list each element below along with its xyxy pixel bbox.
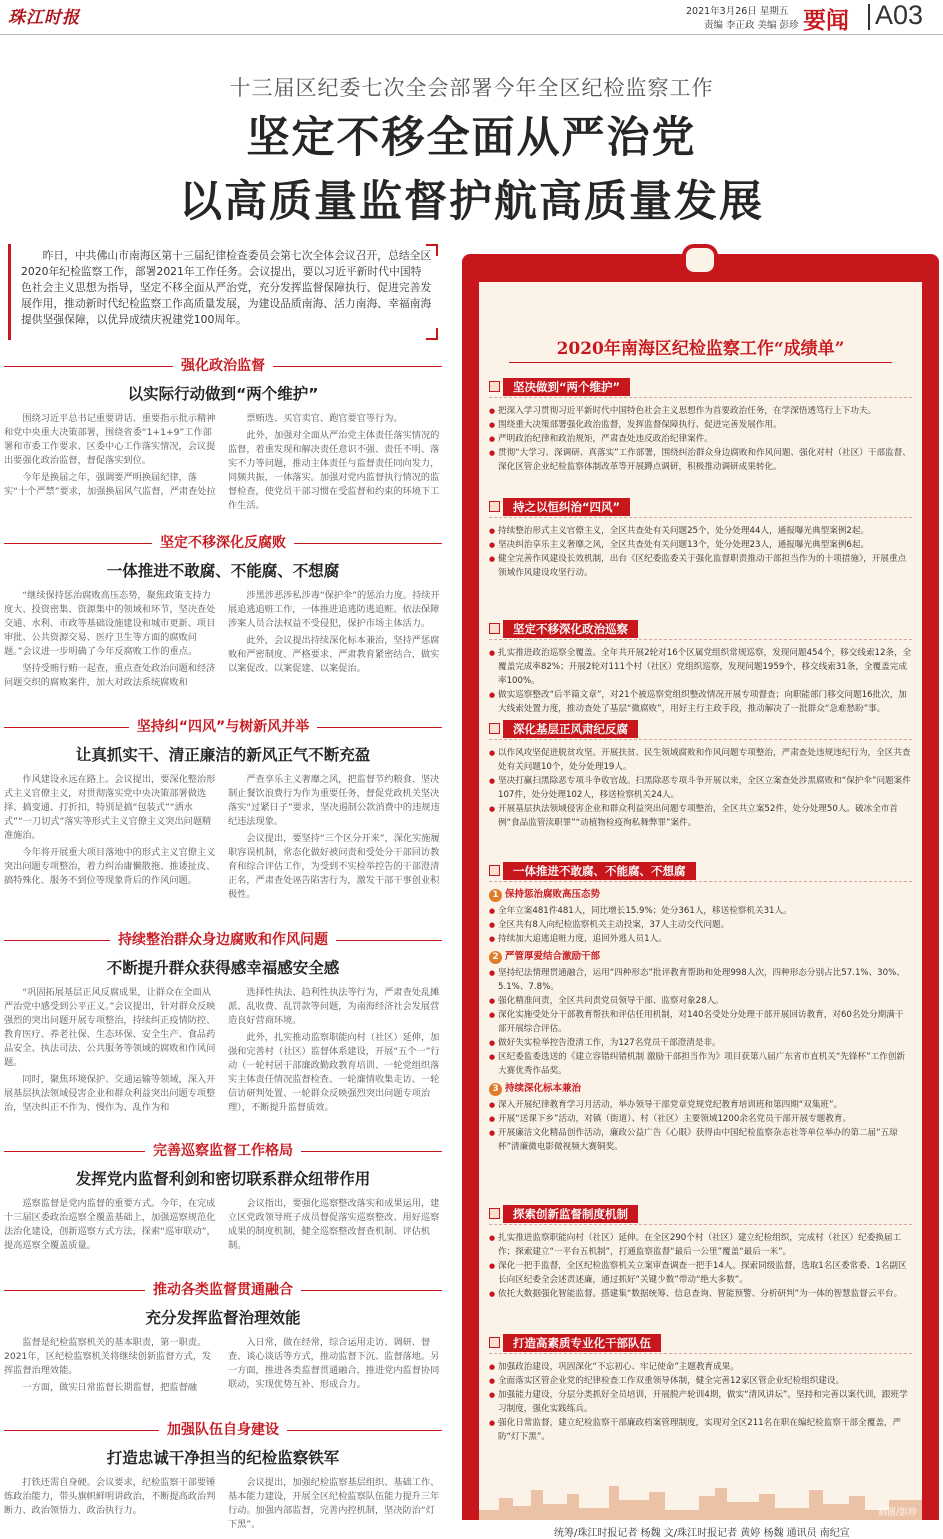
page-number: A03 — [875, 0, 924, 30]
column-left — [4, 1197, 218, 1256]
scorecard-block-title: 持之以恒纠治“四风” — [503, 498, 630, 516]
scorecard-items — [489, 1231, 912, 1301]
scorecard-subheading-text: 严管厚爱结合激励干部 — [505, 951, 601, 962]
section-name: 要闻 — [803, 7, 849, 34]
section-columns — [4, 986, 442, 1118]
section-heading-text: 坚持纠“四风”与树新风并举 — [129, 719, 317, 735]
section-columns — [4, 1197, 442, 1256]
article-section — [4, 1420, 442, 1535]
scorecard-block-title: 打造高素质专业化干部队伍 — [503, 1334, 661, 1352]
number-badge: 3 — [489, 1083, 502, 1096]
divider — [509, 362, 892, 363]
square-bullet-icon — [489, 501, 500, 512]
scorecard-block-header — [489, 1334, 912, 1352]
paragraph: 同时，聚焦环境保护、交通运输等领域，深入开展基层执法领域侵害企业和群众利益突出问题专项整治，坚决纠正不作为、慢作为、乱作为和 — [4, 1074, 216, 1113]
paragraph: 一方面，做实日常监督长期监督，把监督融 — [22, 1382, 197, 1393]
square-bullet-icon — [489, 865, 500, 876]
divider — [489, 739, 912, 740]
article-section — [4, 717, 442, 905]
scorecard-subheading — [489, 950, 912, 964]
paragraph: 坚持受贿行贿一起查，重点查处政治问题和经济问题交织的腐败案件，加大对政法系统腐败和 — [4, 663, 216, 688]
scorecard-subheading-text: 持续深化标本兼治 — [505, 1083, 582, 1094]
headline-line-1: 坚定不移全面从严治党 — [246, 113, 697, 163]
paragraph: 作风建设永远在路上。会议提出，要深化整治形式主义官僚主义，对贯彻落实党中央决策部署做选择、搞变通、打折扣，特别是搞“包装式”“洒水式”“一刀切式”落实等形式主义官僚主义突出问题精准施治。 — [4, 774, 216, 841]
paragraph: 涉黑涉恶涉私涉毒“保护伞”的惩治力度。持续开展追逃追赃工作，一体推进追逃防逃追赃。依法保障涉案人员合法权益不受侵犯，保护市场主体活力。 — [228, 590, 440, 629]
paragraph: 会议提出，要坚持“三个区分开来”，深化实施履职容误机制，常态化做好被问责和受处分干部回访教育和综合评估工作，为受到不实检举控告的干部澄清正名，严肃查处诬告陷害行为，激发干部干事创业积极性。 — [228, 833, 440, 900]
section-subheading: 充分发挥监督治理效能 — [145, 1309, 301, 1327]
scorecard-block-header — [489, 1205, 912, 1223]
scorecard-block — [489, 862, 912, 1154]
divider — [489, 639, 912, 640]
paragraph: 监督是纪检监察机关的基本职责，第一职责。2021年，区纪检监察机关将继续创新监督方式，发挥监督治理效能。 — [4, 1337, 212, 1376]
byline: 统筹/珠江时报记者 杨魏 文/珠江时报记者 黄婷 杨魏 通讯员 南纪宣 — [554, 1528, 850, 1539]
section-subheading: 不断提升群众获得感幸福感安全感 — [106, 959, 340, 977]
column-left — [4, 986, 218, 1118]
lead-text: 昨日，中共佛山市南海区第十三届纪律检查委员会第七次全体会议召开，总结全区2020年纪检监察工作，部署2021年工作任务。会议提出，要以习近平新时代中国特色社会主义思想为指导，坚定不移全面从严治党，充分发挥监督保障执行、促进完善发展作用，推动新时代纪检监察工作高质量发展，为建设品质南海、活力南海、幸福南海提供坚强保障，以优异成绩庆祝建党100周年。 — [21, 249, 432, 326]
paragraph: 选择性执法、趋利性执法等行为，严肃查处乱摊派、乱收费、乱罚款等问题，为南海经济社会发展营造良好营商环境。 — [228, 987, 440, 1026]
scorecard-subheading — [489, 888, 912, 902]
scorecard-block-header — [489, 378, 912, 396]
divider — [868, 4, 870, 30]
scorecard-block-header — [489, 620, 912, 638]
scorecard-item: ● 开展廉洁文化精品创作活动，廉政公益广告《心眼》获得由中国纪检监察杂志社等单位举办的第二届“五琼杯”清廉微电影微视频大赛铜奖。 — [489, 1126, 912, 1154]
divider — [489, 397, 912, 398]
scorecard-item: ● 持续加大追逃追赃力度，追回外逃人员1人。 — [489, 932, 912, 946]
scorecard-items — [489, 524, 912, 580]
column-right — [228, 589, 442, 693]
scorecard-items — [489, 888, 912, 1154]
scorecard-block-header — [489, 862, 912, 880]
decor-corner — [426, 328, 438, 340]
column-right — [228, 773, 442, 905]
section-columns — [4, 1476, 442, 1535]
scorecard-item: ● 开展基层执法领域侵害企业和群众利益突出问题专项整治，全区共立案52件，处分处理50人。破冰全市首例“食品监管渎职罪”“动植物检疫徇私舞弊罪”案件。 — [489, 802, 912, 830]
section-subheading: 发挥党内监督利剑和密切联系群众纽带作用 — [75, 1170, 371, 1188]
paragraph: 此外，加强对全面从严治党主体责任落实情况的监督，着重发现和解决责任意识不强、责任不明、落实不力等问题，推动主体责任与监督责任同向发力，同频共振，一体落实。加强对党内监督执行情况的监督检查，使党员干部习惯在受监督和约束的环境下工作生活。 — [228, 430, 440, 511]
section-heading-text: 推动各类监督贯通融合 — [145, 1282, 301, 1298]
section-heading — [4, 1280, 442, 1300]
scorecard-item: ● 做实巡察整改“后半篇文章”，对21个被巡察党组织整改情况开展专项督查；向职能部门移交问题16批次，加大线索处置力度，推动查处了基层“微腐败”，用好主行主政手段，推动解决了一批群众“急难愁盼”事。 — [489, 688, 912, 716]
article-section — [4, 1280, 442, 1398]
square-bullet-icon — [489, 381, 500, 392]
square-bullet-icon — [489, 723, 500, 734]
paragraph: “继续保持惩治腐败高压态势，聚焦政策支持力度大、投资密集、资源集中的领域和环节，坚决查处交通、水利、市政等基础设施建设和城市更新、项目审批、公共资源交易、医疗卫生等方面的腐败问题。”会议进一步明确了今年反腐败工作的重点。 — [4, 590, 216, 657]
scorecard-item: ● 坚决纠治享乐主义奢靡之风，全区共查处有关问题13个，处分处理23人，通报曝光典型案例6起。 — [489, 538, 912, 552]
article-section — [4, 930, 442, 1118]
scorecard-block-title: 深化基层正风肃纪反腐 — [503, 720, 638, 738]
divider — [489, 517, 912, 518]
section-subheading: 打造忠诚干净担当的纪检监察铁军 — [106, 1449, 340, 1467]
scorecard-block — [489, 1334, 912, 1444]
column-right — [228, 412, 442, 516]
scorecard-item: ● 把深入学习贯彻习近平新时代中国特色社会主义思想作为首要政治任务，在学深悟透笃行上下功夫。 — [489, 404, 912, 418]
section-heading — [4, 533, 442, 553]
scorecard-block-title: 坚决做到“两个维护” — [503, 378, 630, 396]
scorecard-block — [489, 620, 912, 716]
scorecard-item: ● 全年立案481件481人，同比增长15.9%；处分361人，移送检察机关31人。 — [489, 904, 912, 918]
section-heading-text: 完善巡察监督工作格局 — [145, 1143, 301, 1159]
scorecard-block — [489, 720, 912, 830]
section-heading — [4, 930, 442, 950]
scorecard-item: ● 强化日常监督，建立纪检监察干部廉政档案管理制度，实现对全区211名在职在编纪检监察干部全覆盖，严防“灯下黑”。 — [489, 1416, 912, 1444]
scorecard-item: ● 深化一把手监督，全区纪检监察机关立案审查调查一把手14人。探索同级监督，选取1名区委常委、1名副区长向区纪委全会述责述廉，通过抓好“关键少数”带动“绝大多数”。 — [489, 1259, 912, 1287]
graphic-credit: 制图/彭珍 — [878, 1508, 918, 1518]
article-section — [4, 533, 442, 693]
scorecard-block — [489, 498, 912, 580]
issue-date: 2021年3月26日 星期五 — [686, 6, 789, 17]
square-bullet-icon — [489, 1208, 500, 1219]
column-right — [228, 1197, 442, 1256]
scorecard-subheading — [489, 1082, 912, 1096]
scorecard-items — [489, 1360, 912, 1444]
divider — [0, 34, 943, 35]
scorecard-item: ● 以作风攻坚促进脱贫攻坚。开展扶贫、民生领域腐败和作风问题专项整治，严肃查处违规违纪行为，全区共查处有关问题10个，处分处理19人。 — [489, 746, 912, 774]
scorecard-item: ● 加强能力建设，分层分类抓好全员培训，开展脱产轮训4期，做实“清风讲坛”。坚持和完善以案代训，跟班学习制度，强化实践练兵。 — [489, 1388, 912, 1416]
scorecard-item: ● 强化精准问责，全区共问责党员领导干部、监察对象28人。 — [489, 994, 912, 1008]
scorecard-block-title: 探索创新监督制度机制 — [503, 1205, 638, 1223]
scorecard-item: ● 做好失实检举控告澄清工作，为127名党员干部澄清是非。 — [489, 1036, 912, 1050]
column-left — [4, 412, 218, 516]
scorecard-block — [489, 378, 912, 474]
scorecard-item: ● 持续整治形式主义官僚主义，全区共查处有关问题25个，处分处理44人，通报曝光典型案例2起。 — [489, 524, 912, 538]
square-bullet-icon — [489, 1337, 500, 1348]
clipboard-clip-icon — [682, 244, 718, 276]
scorecard-block-title: 一体推进不敢腐、不能腐、不想腐 — [503, 862, 696, 880]
paragraph: 严查享乐主义奢靡之风，把监督节约粮食、坚决制止餐饮浪费行为作为重要任务，督促党政机关坚决落实“过紧日子”要求，坚决遏制公款消费中的违规违纪违法现象。 — [228, 774, 440, 827]
scorecard-item: ● 全面落实区管企业党的纪律检查工作双重领导体制，健全完善12家区管企业纪检组织建设。 — [489, 1374, 912, 1388]
scorecard-item: ● 全区共有8人向纪检监察机关主动投案，37人主动交代问题。 — [489, 918, 912, 932]
section-heading — [4, 1420, 442, 1440]
scorecard-item: ● 扎实推进监察职能向村（社区）延伸。在全区290个村（社区）建立纪检组织，完成村（社区）纪委换届工作；探索建立“一平台五机制”，打通监察监督“最后一公里”覆盖“最后一米”。 — [489, 1231, 912, 1259]
scorecard-item: ● 扎实推进政治巡察全覆盖。全年共开展2轮对16个区属党组织常规巡察，发现问题454个，移交线索12条，全覆盖完成率82%；开展2轮对111个村（社区）党组织巡察，发现问题1959个，移交线索31条，全覆盖完成率100%。 — [489, 646, 912, 688]
paragraph: 会议提出，加强纪检监察基层组织、基础工作、基本能力建设，开展全区纪检监察队伍能力提升三年行动。加强内部监督，完善内控机制，坚决防治“灯下黑”。 — [228, 1477, 440, 1530]
city-skyline-icon — [479, 1480, 922, 1520]
section-heading — [4, 717, 442, 737]
scorecard-item: ● 围绕重大决策部署强化政治监督，发挥监督保障执行、促进完善发展作用。 — [489, 418, 912, 432]
scorecard-block-header — [489, 720, 912, 738]
newspaper-logo: 珠江时报 — [8, 8, 80, 28]
decor-corner — [426, 244, 438, 256]
scorecard-item: ● 深入开展纪律教育学习月活动，举办领导干部党章党规党纪教育培训班和第四期“双集班”。 — [489, 1098, 912, 1112]
scorecard-items — [489, 646, 912, 716]
section-subheading: 让真抓实干、清正廉洁的新风正气不断充盈 — [75, 746, 371, 764]
section-heading-text: 加强队伍自身建设 — [159, 1422, 287, 1438]
divider — [489, 881, 912, 882]
column-left — [4, 1476, 218, 1535]
paragraph: 会议指出，要强化巡察整改落实和成果运用，建立区党政领导班子成员督促落实巡察整改、用好巡察成果的制度机制，健全巡察整改督查机制、评估机制。 — [228, 1198, 440, 1251]
column-left — [4, 773, 218, 905]
section-subheading: 一体推进不敢腐、不能腐、不想腐 — [106, 562, 340, 580]
column-right — [228, 1476, 442, 1535]
scorecard-block-header — [489, 498, 912, 516]
scorecard-block — [489, 1205, 912, 1301]
paragraph: 票贿选、买官卖官、跑官要官等行为。 — [246, 413, 403, 424]
scorecard-item: ● 加强政治建设，巩固深化“不忘初心、牢记使命”主题教育成果。 — [489, 1360, 912, 1374]
scorecard-title: 2020年南海区纪检监察工作“成绩单” — [556, 339, 845, 359]
scorecard-item: ● 开展“送课下乡”活动，对镇（街道）、村（社区）主要领域1200余名党员干部开展专题教育。 — [489, 1112, 912, 1126]
paragraph: 今年将开展重大项目落地中的形式主义官僚主义突出问题专项整治，着力纠治庸懒散拖、推诿扯皮、搞特殊化、服务不到位等现象背后的作风问题。 — [4, 847, 216, 886]
divider — [489, 1353, 912, 1354]
divider — [489, 1224, 912, 1225]
paragraph: 打铁还需自身硬。会议要求，纪检监察干部要锤炼政治能力，带头旗帜鲜明讲政治，不断提高政治判断力、政治领悟力、政治执行力。 — [4, 1477, 216, 1516]
scorecard-item: ● 坚持纪法情理贯通融合，运用“四种形态”批评教育帮助和处理998人次，四种形态分别占比57.1%、30%、5.1%、7.8%。 — [489, 966, 912, 994]
section-columns — [4, 773, 442, 905]
paragraph: 今年是换届之年，强调要严明换届纪律，落实“十个严禁”要求，加强换届风气监督，严肃查处拉 — [4, 472, 216, 497]
headline-line-2: 以高质量监督护航高质量发展 — [179, 177, 764, 227]
paragraph: 围绕习近平总书记重要讲话、重要指示批示精神和党中央重大决策部署，围绕省委“1+1+9”工作部署和市委工作要求、区委中心工作落实情况，会议提出要强化政治监督，督促落实到位。 — [4, 413, 216, 466]
scorecard-item: ● 依托大数据强化智能监督。搭建集“数据统筹、信息查询、智能预警、分析研判”为一体的智慧监督云平台。 — [489, 1287, 912, 1301]
scorecard-item: ● 健全完善作风建设长效机制，出台《区纪委监委关于强化监督职责推动干部担当作为的十项措施》，开展重点领域作风建设攻坚行动。 — [489, 552, 912, 580]
scorecard-sheet — [479, 282, 922, 1520]
scorecard-item: ● 深化实施受处分干部教育帮扶和评估任用机制，对140名受处分处理干部开展回访教育，对60名处分期满干部开展综合评估。 — [489, 1008, 912, 1036]
column-left — [4, 1336, 218, 1398]
section-columns — [4, 412, 442, 516]
section-columns — [4, 589, 442, 693]
section-heading-text: 强化政治监督 — [173, 358, 273, 374]
number-badge: 2 — [489, 951, 502, 964]
article-section — [4, 356, 442, 516]
article-section — [4, 1141, 442, 1256]
scorecard-item: ● 严明政治纪律和政治规矩，严肃查处违反政治纪律案件。 — [489, 432, 912, 446]
column-left — [4, 589, 218, 693]
column-right — [228, 986, 442, 1118]
section-heading-text: 持续整治群众身边腐败和作风问题 — [110, 932, 336, 948]
section-subheading: 以实际行动做到“两个维护” — [127, 385, 319, 403]
scorecard-item: ● 贯彻“大学习、深调研、真落实”工作部署，围绕纠治群众身边腐败和作风问题、强化对村（社区）干部监督、深化区管企业纪检监察体制改革等开展蹲点调研，积极推动调研成果转化。 — [489, 446, 912, 474]
paragraph: 此外，扎实推动监察职能向村（社区）延伸，加强和完善村（社区）监督体系建设，开展“五个一”行动（一轮村居干部廉政勤政教育培训、一轮党组织落实主体责任情况监督检查、一轮廉情收集走访、一轮信访研判处置、一轮群众反映强烈突出问题专项治理），不断提升监督质效。 — [228, 1032, 440, 1113]
paragraph: 此外，会议提出持续深化标本兼治，坚持严惩腐败和严密制度、严格要求、严肃教育紧密结合，做实以案促改、以案促建、以案促治。 — [228, 635, 440, 674]
column-right — [228, 1336, 442, 1398]
scorecard-subheading-text: 保持惩治腐败高压态势 — [505, 889, 601, 900]
scorecard-panel — [462, 254, 939, 1520]
scorecard-item: ● 区纪委监委选送的《建立容错纠错机制 激励干部担当作为》项目获第八届广东省市直机关“先锋杯”工作创新大赛优秀作品奖。 — [489, 1050, 912, 1078]
section-heading — [4, 356, 442, 376]
editors: 责编 李正政 美编 彭珍 — [704, 20, 799, 31]
paragraph: 入日常，做在经常，综合运用走访、调研、督查、谈心谈话等方式，推动监督下沉、监督落地。另一方面，推进各类监督贯通融合，推进党内监督协同联动，实现优势互补、形成合力。 — [228, 1337, 440, 1390]
section-heading — [4, 1141, 442, 1161]
scorecard-items — [489, 746, 912, 830]
number-badge: 1 — [489, 889, 502, 902]
paragraph: 巡察监督是党内监督的重要方式。今年，在完成十三届区委政治巡察全覆盖基础上，加强巡察规范化法治化建设，创新巡察方式方法，探索“巡审联动”，提高巡察全覆盖质量。 — [4, 1198, 216, 1251]
section-columns — [4, 1336, 442, 1398]
headline-kicker: 十三届区纪委七次全会部署今年全区纪检监察工作 — [229, 76, 714, 100]
paragraph: “巩固拓展基层正风反腐成果，让群众在全面从严治党中感受到公平正义。”会议提出，针对群众反映强烈的突出问题开展专项整治，持续纠正疫情防控、教育医疗、养老社保、生态环保、安全生产、食品药品安全、执法司法、公共服务等领域的腐败和作风问题。 — [4, 987, 216, 1068]
lead-paragraph — [8, 244, 438, 340]
square-bullet-icon — [489, 623, 500, 634]
scorecard-block-title: 坚定不移深化政治巡察 — [503, 620, 638, 638]
scorecard-items — [489, 404, 912, 474]
scorecard-item: ● 坚决打赢扫黑除恶专项斗争收官战。扫黑除恶专项斗争开展以来，全区立案查处涉黑腐败和“保护伞”问题案件107件，处分处理102人，移送检察机关24人。 — [489, 774, 912, 802]
section-heading-text: 坚定不移深化反腐败 — [152, 535, 294, 551]
